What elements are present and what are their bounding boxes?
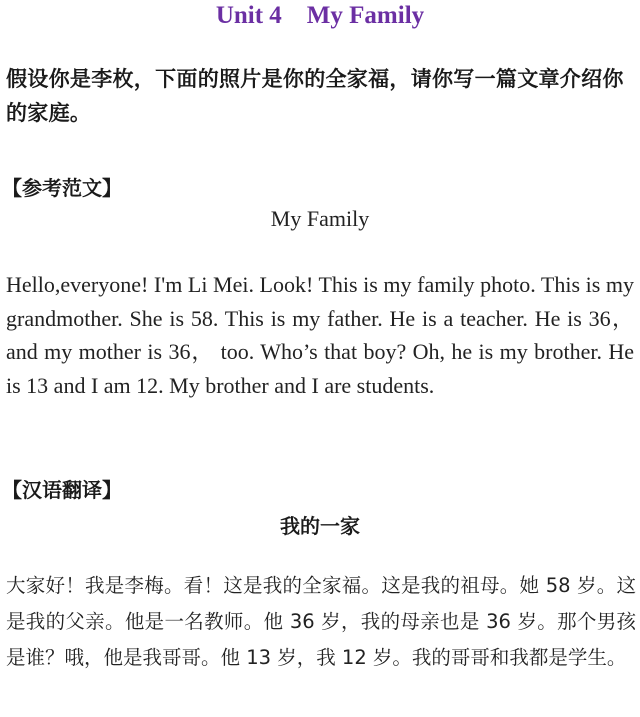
translation-title: 我的一家 [280, 514, 360, 538]
writing-task-prompt: 假设你是李枚，下面的照片是你的全家福，请你写一篇文章介绍你的家庭。 [6, 67, 624, 125]
unit-title: Unit 4 My Family [215, 2, 425, 29]
essay-title: My Family [270, 206, 370, 231]
reference-essay-heading: 【参考范文】 [2, 176, 122, 200]
essay-body: Hello,everyone! I'm Li Mei. Look! This is my family photo. This is my grandmother. She is 58. This is my father. He is a teacher. He is 36， and my mother is 36， too. Who’s that boy? Oh, he is my brother. He is 13 and I am 12. My brother and I are students. [6, 272, 634, 398]
translation-body: 大家好！我是李梅。看！这是我的全家福。这是我的祖母。她 58 岁。这是我的父亲。他是一名教师。他 36 岁，我的母亲也是 36 岁。那个男孩是谁？哦，他是我哥哥。他 13 岁，我 12 岁。我的哥哥和我都是学生。 [6, 574, 636, 669]
translation-heading: 【汉语翻译】 [2, 478, 122, 502]
